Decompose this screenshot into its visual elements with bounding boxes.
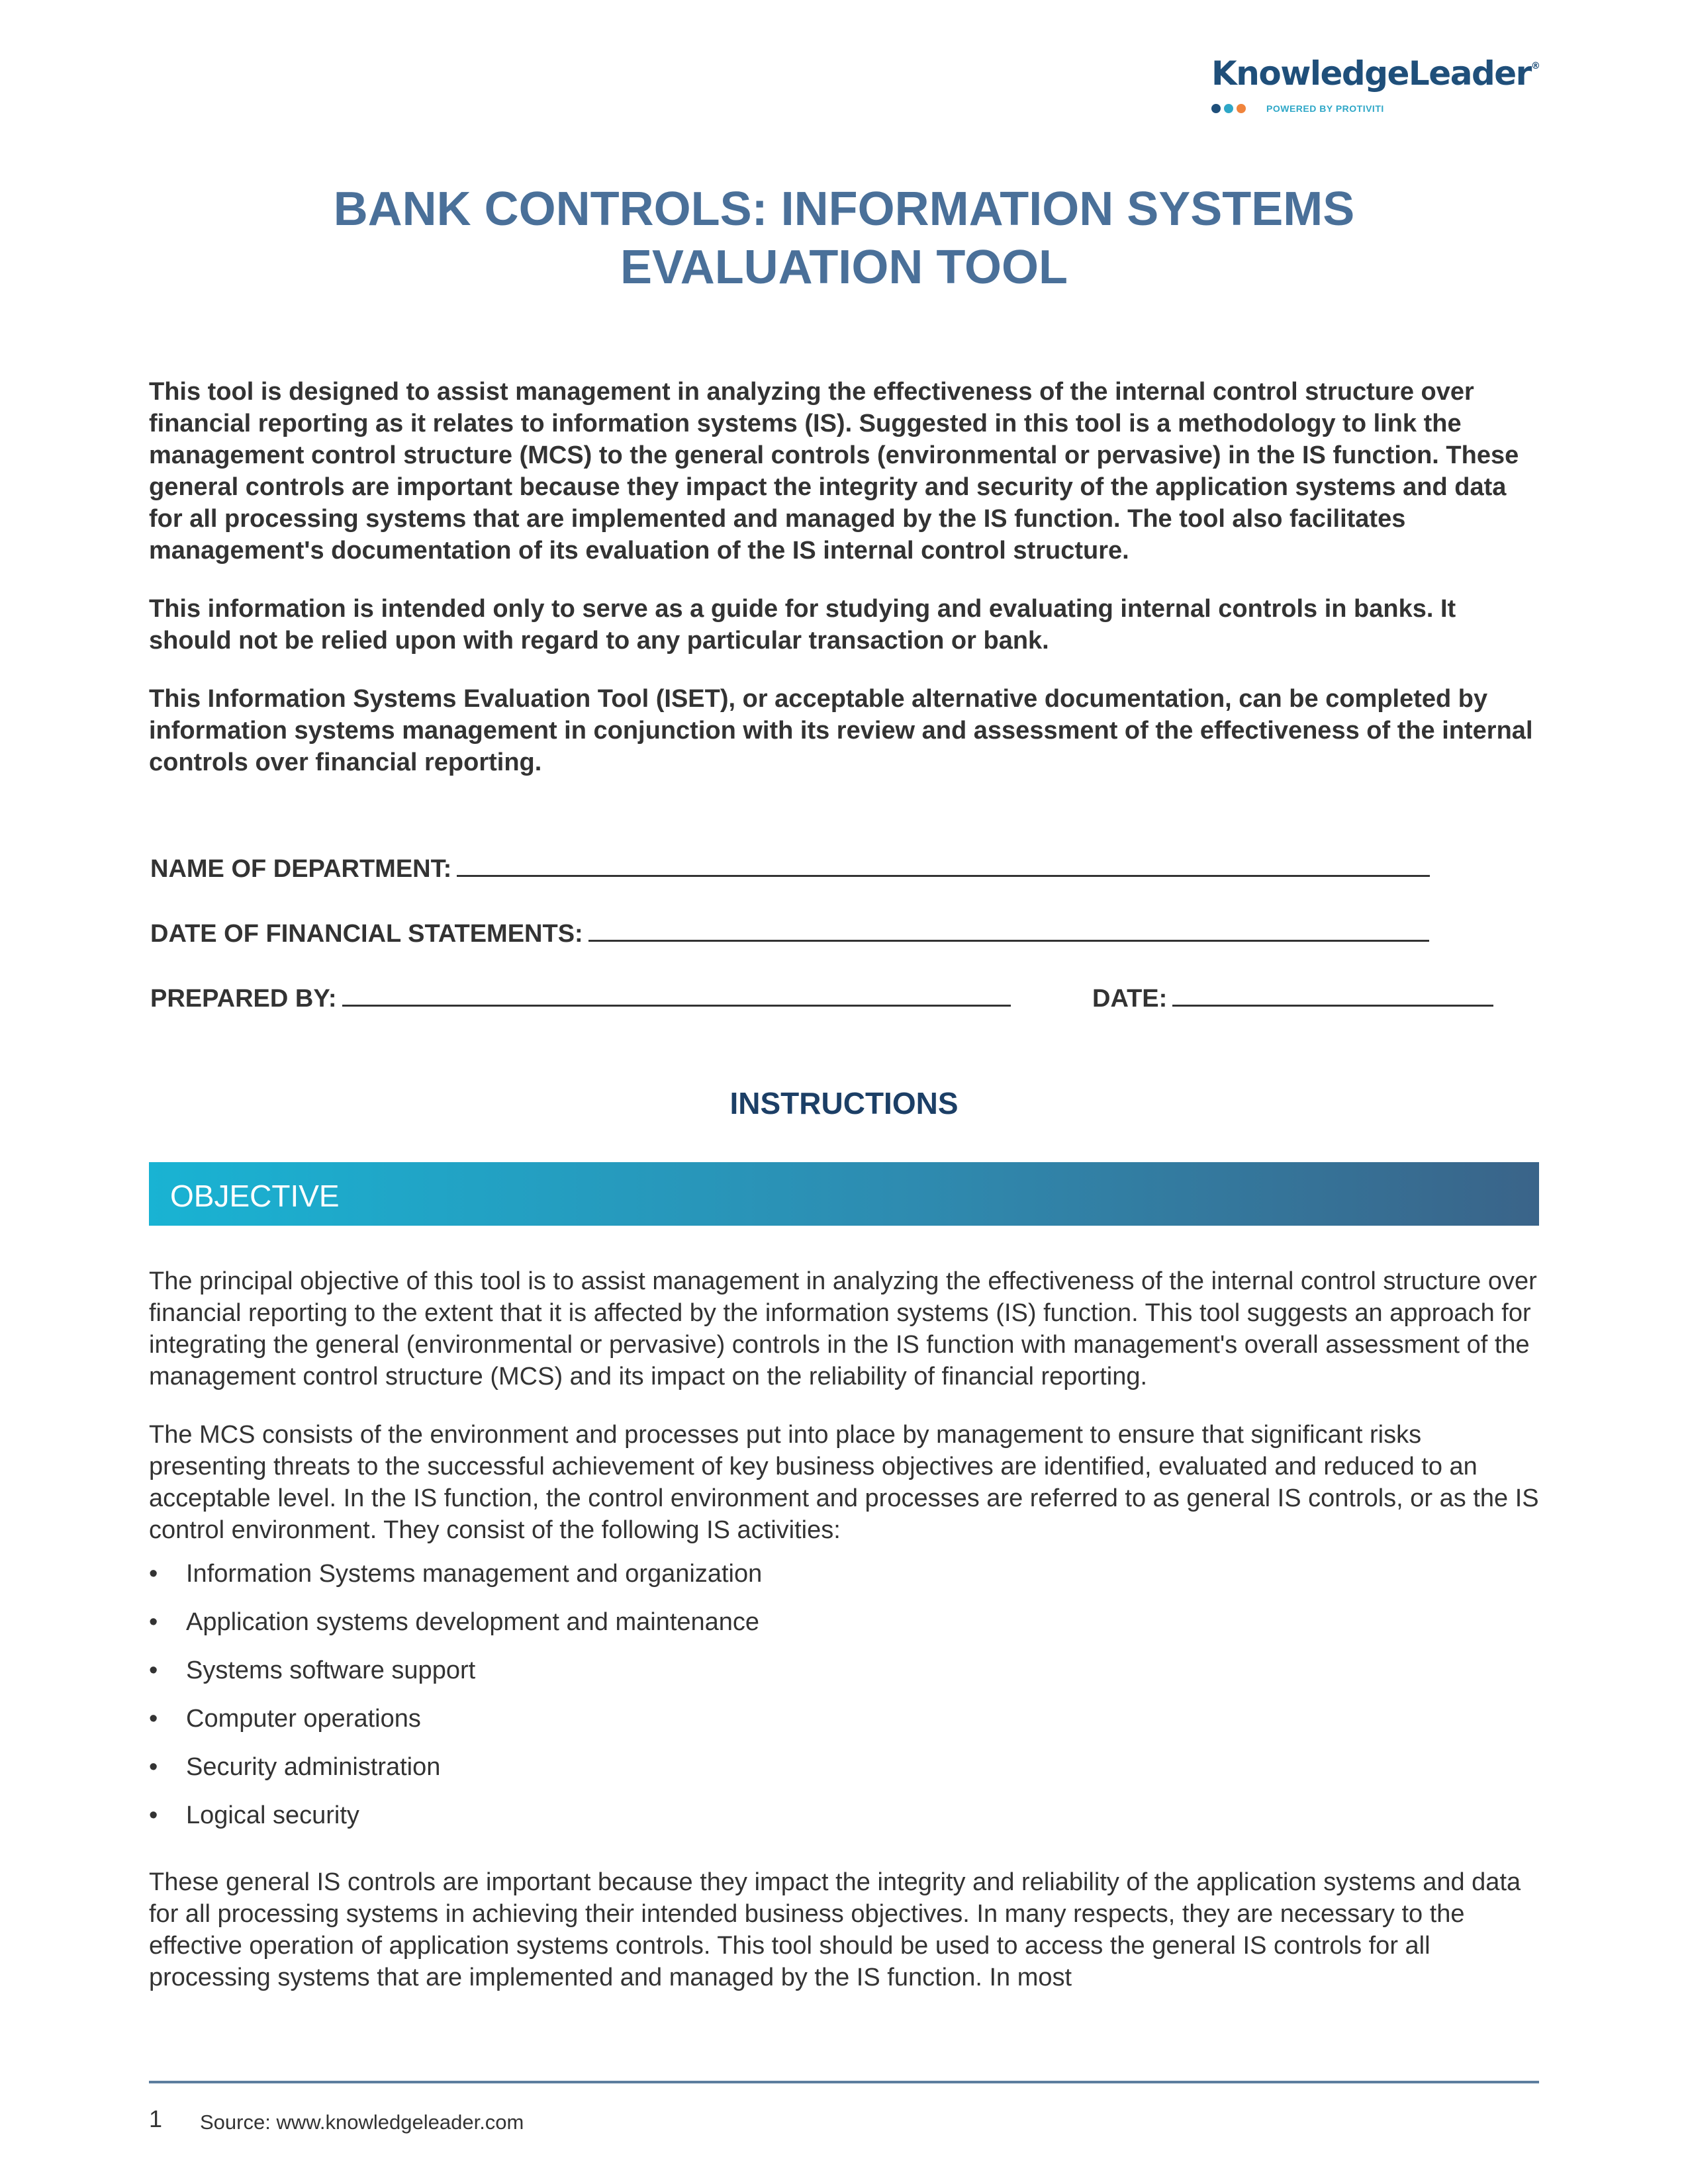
list-item: • Information Systems management and organization — [149, 1560, 763, 1588]
objective-heading: OBJECTIVE — [170, 1179, 340, 1213]
intro-paragraph-2: This information is intended only to serve as a guide for studying and evaluating internal controls in banks. It should not be relied upon with regard to any particular transaction or bank. — [149, 595, 1456, 655]
date-field — [1092, 985, 1493, 1013]
logo-dot-navy — [1211, 104, 1221, 113]
document-title — [0, 180, 1688, 296]
statements-date-fill-line[interactable] — [588, 920, 1429, 942]
page-number: 1 — [149, 2105, 163, 2132]
intro-paragraph-3: This Information Systems Evaluation Tool (ISET), or acceptable alternative documentation, can be completed by information systems management in conjunction with its review and assessment of the effectiveness of the internal controls over financial reporting. — [149, 685, 1533, 776]
objective-section — [149, 1265, 1539, 2020]
date-fill-line[interactable] — [1172, 985, 1493, 1007]
title-line-2: EVALUATION TOOL — [620, 241, 1068, 294]
prepared-by-label: PREPARED BY: — [150, 985, 337, 1013]
intro-paragraph-1: This tool is designed to assist management in analyzing the effectiveness of the internal control structure over financial reporting as it relates to information systems (IS). Suggested in this tool is a methodology to link the management control structure (MCS) to the general controls (environmental or pervasive) in the IS function. These general controls are important because they impact the integrity and security of the application systems and data for all processing systems that are implemented and managed by the IS function. The tool also facilitates management's documentation of its evaluation of the IS internal control structure. — [149, 378, 1519, 565]
source-link[interactable]: Source: www.knowledgeleader.com — [200, 2111, 524, 2134]
objective-paragraph-1: The principal objective of this tool is to assist management in analyzing the effectiveness of the internal control structure over financial reporting to the extent that it is affected by the information systems (IS) function. This tool suggests an approach for integrating the general (environmental or pervasive) controls in the IS function with management's overall assessment of the management control structure (MCS) and its impact on the reliability of financial reporting. — [149, 1267, 1537, 1390]
list-item: • Application systems development and maintenance — [149, 1608, 760, 1636]
title-line-1: BANK CONTROLS: INFORMATION SYSTEMS — [333, 183, 1355, 236]
logo-wordmark: KnowledgeLeader — [1211, 54, 1531, 93]
intro-section — [149, 376, 1539, 805]
logo-dot-teal — [1224, 104, 1233, 113]
statements-date-field — [150, 920, 1429, 948]
knowledgeleader-logo — [1211, 54, 1542, 116]
objective-paragraph-3: These general IS controls are important because they impact the integrity and reliability of the application systems and data for all processing systems in achieving their intended business objectives. In many respects, they are necessary to the effective operation of application systems controls. This tool should be used to access the general IS controls for all processing systems that are implemented and managed by the IS function. In most — [149, 1868, 1521, 1991]
instructions-heading: INSTRUCTIONS — [729, 1086, 959, 1120]
registered-mark: ® — [1530, 61, 1540, 71]
footer-divider — [149, 2081, 1539, 2083]
list-item: • Systems software support — [149, 1657, 476, 1684]
list-item: • Logical security — [149, 1801, 359, 1829]
list-item: • Security administration — [149, 1753, 441, 1781]
statements-date-label: DATE OF FINANCIAL STATEMENTS: — [150, 920, 583, 948]
objective-banner — [149, 1162, 1539, 1226]
date-label: DATE: — [1092, 985, 1168, 1013]
list-item: • Computer operations — [149, 1705, 421, 1733]
department-label: NAME OF DEPARTMENT: — [150, 855, 452, 883]
logo-tagline: POWERED BY PROTIVITI — [1266, 103, 1384, 114]
prepared-by-fill-line[interactable] — [342, 985, 1011, 1007]
department-field — [150, 855, 1430, 884]
logo-dot-orange — [1237, 104, 1246, 113]
prepared-by-field — [150, 985, 1011, 1013]
department-fill-line[interactable] — [457, 855, 1430, 877]
objective-paragraph-2: The MCS consists of the environment and processes put into place by management to ensure that significant risks presenting threats to the successful achievement of key business objectives are identified, evaluated and reduced to an acceptable level. In the IS function, the control environment and processes are referred to as general IS controls, or as the IS control environment. They consist of the following IS activities: — [149, 1421, 1539, 1544]
is-activities-list — [149, 1558, 1539, 1848]
